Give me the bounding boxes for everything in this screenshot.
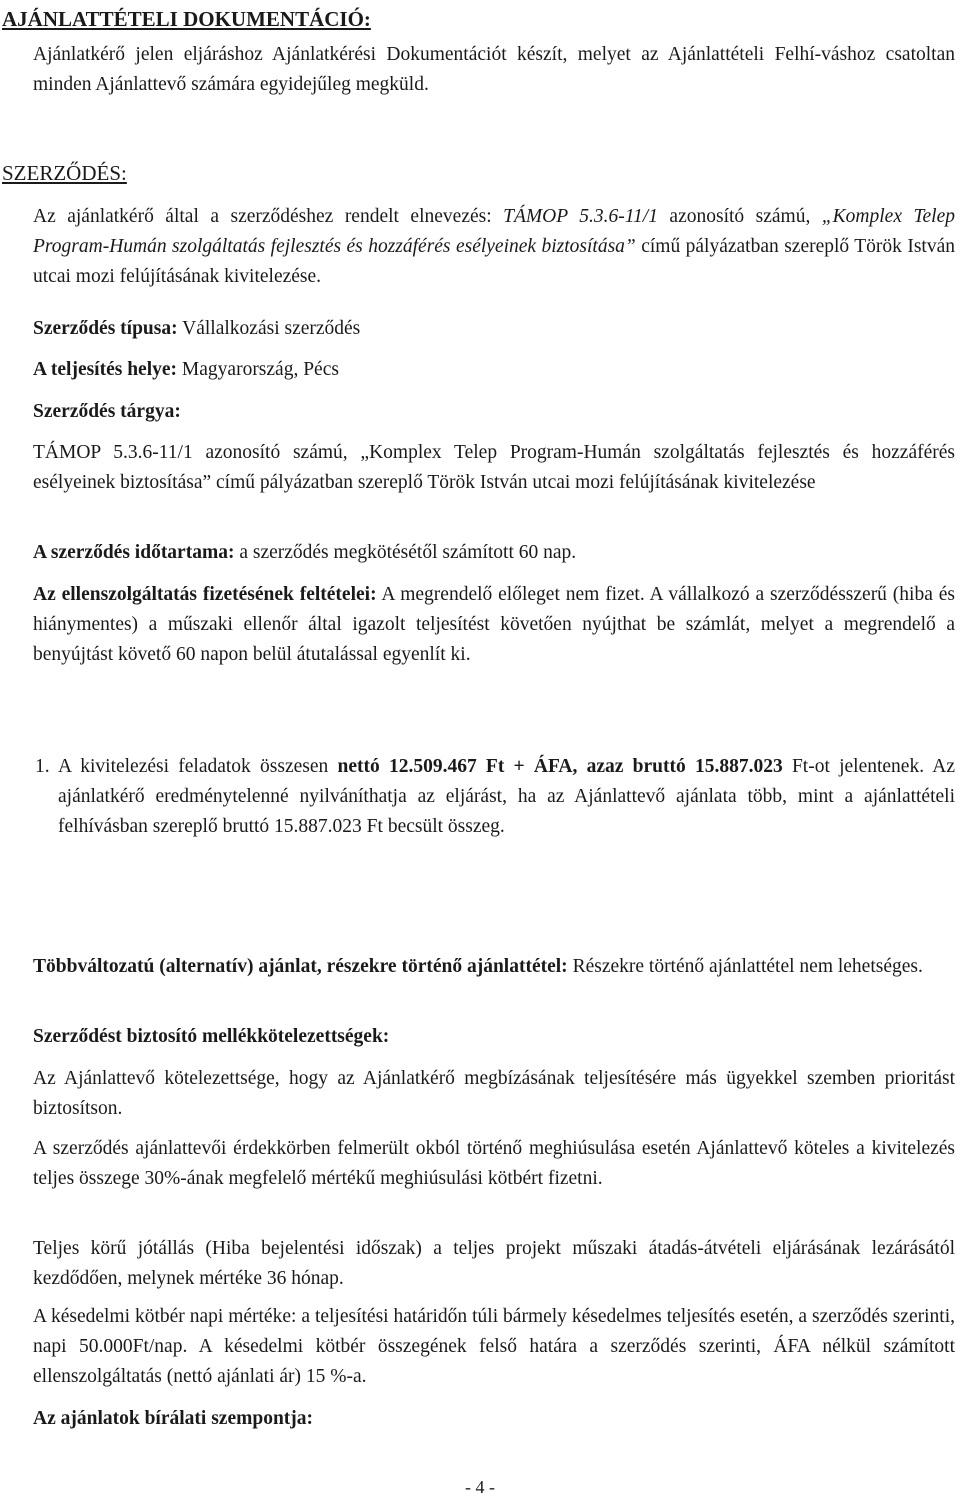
duration-value: a szerződés megkötésétől számított 60 nap. (234, 542, 577, 563)
guarantees-penalty-paragraph: A szerződés ajánlattevői érdekkörben felmerült okból történő meghiúsulása esetén Ajánlattevő köteles a kivitelezés teljes összege 30%-ának megfelelő mértékű meghiúsulási kötbért fizetni. (33, 1138, 955, 1189)
duration-label: A szerződés időtartama: (33, 542, 235, 563)
list-item-number: 1. (35, 756, 50, 777)
guarantees-delay-penalty-paragraph: A késedelmi kötbér napi mértéke: a teljesítési határidőn túli bármely késedelmes teljesítés esetén, a szerződés szerinti, napi 50.000Ft/nap. A késedelmi kötbér összegének felső határa a szerződés szerinti, ÁFA nélkül számított ellenszolgáltatás (nettó ajánlati ár) 15 %-a. (33, 1306, 955, 1387)
place-of-performance-line (33, 355, 933, 385)
section-heading-offer-documentation: AJÁNLATTÉTELI DOKUMENTÁCIÓ: (2, 7, 371, 31)
guarantees-priority-paragraph: Az Ajánlattevő kötelezettsége, hogy az Ajánlatkérő megbízásának teljesítésére más ügyekkel szemben prioritást biztosítson. (33, 1068, 955, 1119)
offer-documentation-paragraph: Ajánlatkérő jelen eljáráshoz Ajánlatkérési Dokumentációt készít, melyet az Ajánlattételi Felhí-váshoz csatoltan minden Ajánlattevő számára egyidejűleg megküld. (33, 44, 955, 95)
payment-value: A megrendelő előleget nem fizet. A vállalkozó a szerződésszerű (hiba és hiánymentes) a műszaki ellenőr által igazolt teljesítést követően nyújthat be számlát, melyet a megrendelő a benyújtást követő 60 napon belül átutalással egyenlít ki. (33, 584, 955, 665)
guarantees-warranty-paragraph: Teljes körű jótállás (Hiba bejelentési időszak) a teljes projekt műszaki átadás-átvételi eljárásának lezárásától kezdődően, melynek mértéke 36 hónap. (33, 1238, 955, 1289)
contract-type-value: Vállalkozási szerződés (177, 318, 361, 339)
contract-name-text-c: című pályázatban szereplő Török István utcai mozi felújításának kivitelezése. (33, 236, 955, 287)
cost-text-a: A kivitelezési feladatok összesen (58, 756, 338, 777)
contract-name-text-a: Az ajánlatkérő által a szerződéshez rendelt elnevezés: (33, 206, 504, 227)
page-number: - 4 - (465, 1477, 495, 1497)
guarantees-heading: Szerződést biztosító mellékkötelezettségek: (33, 1026, 390, 1047)
contract-subject-label: Szerződés tárgya: (33, 401, 181, 422)
alternative-offer-paragraph (33, 952, 955, 982)
contract-name-text-b: azonosító számú, (657, 206, 822, 227)
contract-duration-line (33, 538, 933, 568)
alternative-offer-label: Többváltozatú (alternatív) ajánlat, részekre történő ajánlattétel: (33, 956, 568, 977)
evaluation-criteria-heading: Az ajánlatok bírálati szempontja: (33, 1408, 314, 1429)
contract-project-title: „Komplex Telep Program-Humán szolgáltatás fejlesztés és hozzáférés esélyeinek biztosítása” (33, 206, 955, 257)
cost-text-b: Ft-ot jelentenek. Az ajánlatkérő eredménytelenné nyilváníthatja az eljárást, ha az Ajánlattevő ajánlata több, mint a ajánlattételi felhívásban szereplő bruttó 15.887.023 Ft becsült összeg. (58, 756, 955, 837)
list-item-cost-paragraph (58, 752, 955, 842)
contract-name-paragraph (33, 202, 955, 292)
section-heading-contract: SZERZŐDÉS: (2, 161, 127, 185)
payment-conditions-paragraph (33, 580, 955, 670)
contract-subject-paragraph: TÁMOP 5.3.6-11/1 azonosító számú, „Komplex Telep Program-Humán szolgáltatás fejlesztés és hozzáférés esélyeinek biztosítása” című pályázatban szereplő Török István utcai mozi felújításának kivitelezése (33, 442, 955, 493)
contract-type-line (33, 314, 933, 344)
cost-amount: nettó 12.509.467 Ft + ÁFA, azaz bruttó 15.887.023 (337, 756, 783, 777)
contract-project-code: TÁMOP 5.3.6-11/1 (503, 206, 658, 227)
alternative-offer-value: Részekre történő ajánlattétel nem lehetséges. (567, 956, 923, 977)
contract-type-label: Szerződés típusa: (33, 318, 178, 339)
place-value: Magyarország, Pécs (177, 359, 339, 380)
payment-label: Az ellenszolgáltatás fizetésének feltételei: (33, 584, 377, 605)
place-label: A teljesítés helye: (33, 359, 178, 380)
